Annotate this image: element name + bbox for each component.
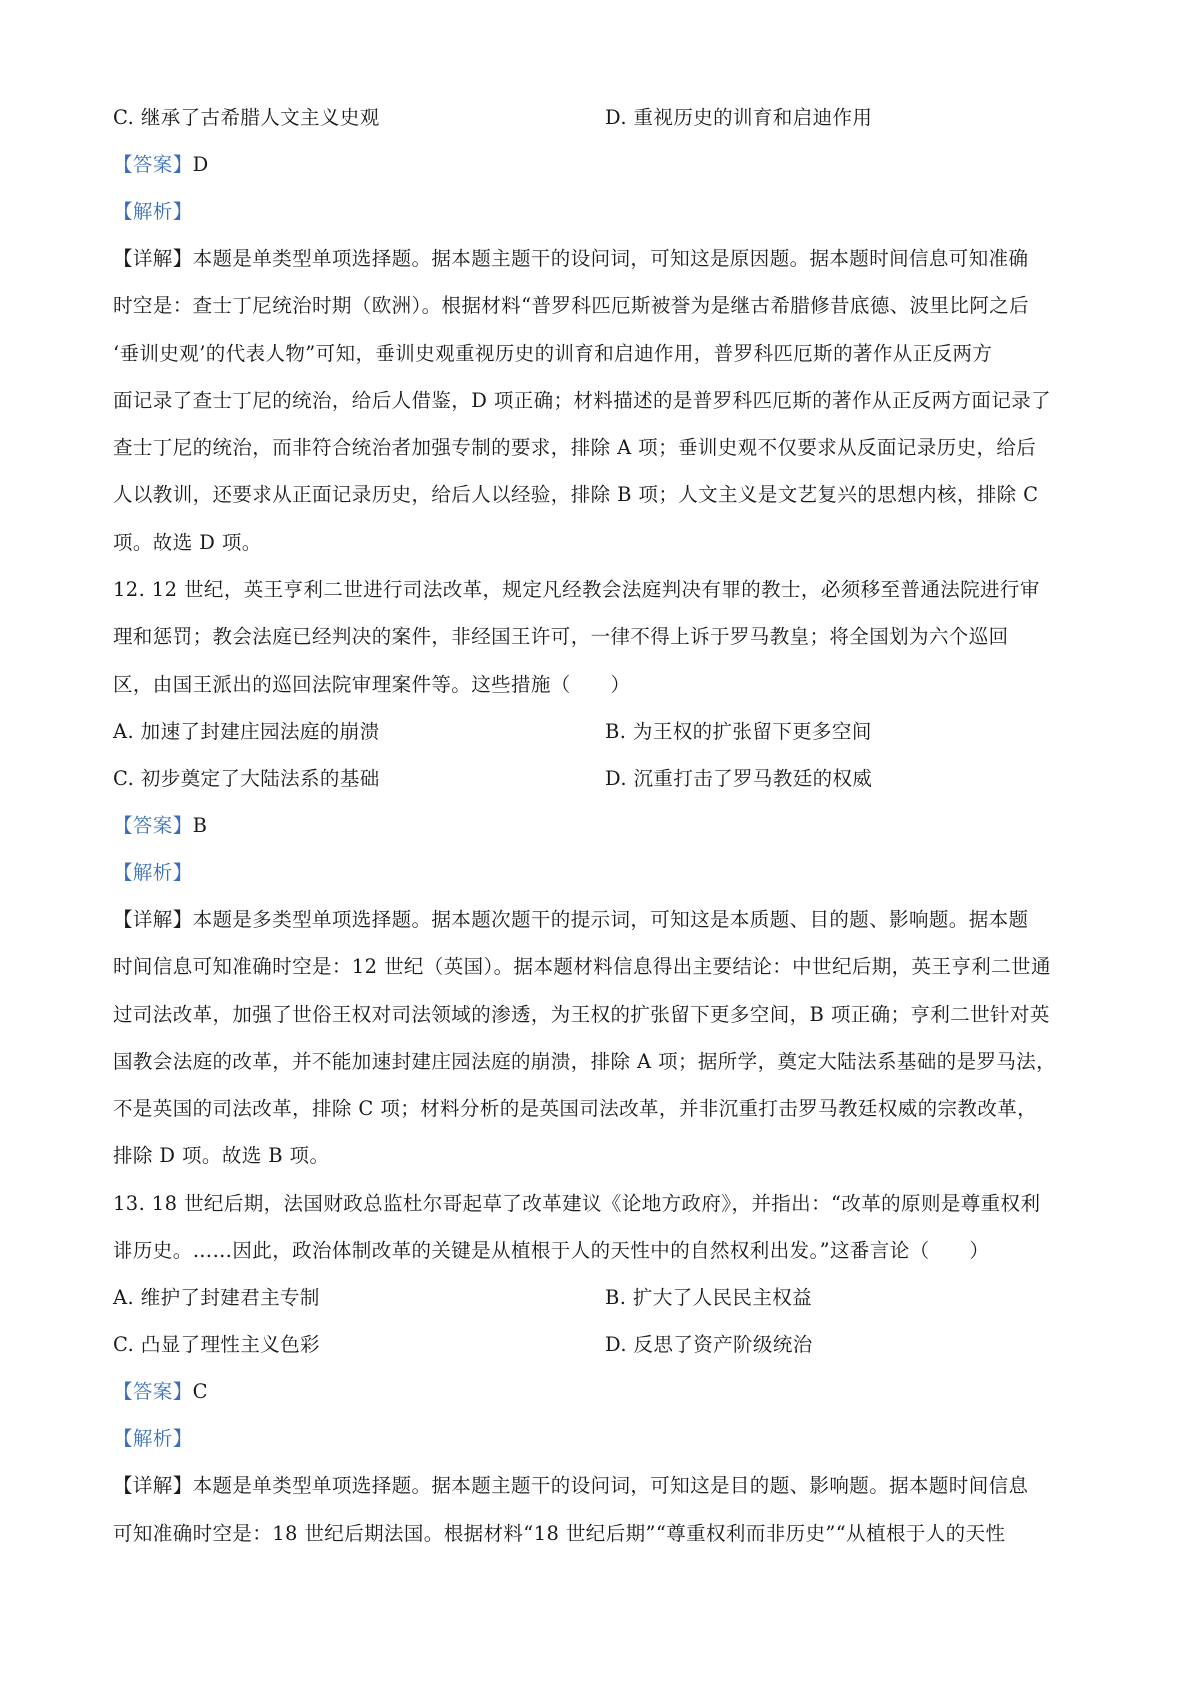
q13-option-a: A. 维护了封建君主专制 xyxy=(113,1286,320,1310)
q13-stem xyxy=(113,1180,1098,1275)
q13-answer xyxy=(113,1368,1098,1415)
q11-detail-line: ‘垂训史观’的代表人物”可知，垂训史观重视历史的训育和启迪作用，普罗科匹厄斯的著作从正反两方 xyxy=(113,341,993,365)
answer-tag: 【答案】 xyxy=(113,153,193,176)
q11-option-c: C. 继承了古希腊人文主义史观 xyxy=(113,106,380,129)
q13-detail-line: 【详解】本题是单类型单项选择题。据本题主题干的设问词，可知这是目的题、影响题。据本题时间信息 xyxy=(113,1474,1029,1498)
q11-detail xyxy=(113,235,1098,566)
q12-detail xyxy=(113,896,1098,1180)
answer-tag: 【答案】 xyxy=(113,1380,193,1404)
q12-detail-line: 过司法改革，加强了世俗王权对司法领域的渗透，为王权的扩张留下更多空间，B 项正确；亨利二世针对英 xyxy=(113,1002,1050,1026)
q12-answer xyxy=(113,802,1098,849)
q12-detail-line: 时间信息可知准确时空是：12 世纪（英国）。据本题材料信息得出主要结论：中世纪后期，英王亨利二世通 xyxy=(113,955,1051,979)
q12-option-a: A. 加速了封建庄园法庭的崩溃 xyxy=(113,719,380,743)
answer-tag: 【答案】 xyxy=(113,813,193,837)
q11-option-d: D. 重视历史的训育和启迪作用 xyxy=(605,106,873,129)
q13-option-b: B. 扩大了人民民主权益 xyxy=(605,1286,813,1310)
q11-detail-line: 【详解】本题是单类型单项选择题。据本题主题干的设问词，可知这是原因题。据本题时间信息可知准确 xyxy=(113,247,1029,270)
q11-options-row-cd xyxy=(113,94,1098,141)
q12-option-c: C. 初步奠定了大陆法系的基础 xyxy=(113,766,380,790)
q12-option-d: D. 沉重打击了罗马教廷的权威 xyxy=(605,766,873,790)
q11-detail-line: 面记录了查士丁尼的统治，给后人借鉴，D 项正确；材料描述的是普罗科匹厄斯的著作从正反两方面记录了 xyxy=(113,388,1052,412)
q11-detail-line: 查士丁尼的统治，而非符合统治者加强专制的要求，排除 A 项；垂训史观不仅要求从反面记录历史，给后 xyxy=(113,436,1037,460)
page-content xyxy=(113,94,1098,1557)
q12-detail-line: 国教会法庭的改革，并不能加速封建庄园法庭的崩溃，排除 A 项；据所学，奠定大陆法系基础的是罗马法， xyxy=(113,1049,1057,1073)
q12-options-row-cd xyxy=(113,755,1098,802)
q12-stem xyxy=(113,566,1098,708)
q12-options-row-ab xyxy=(113,708,1098,755)
q11-detail-line: 时空是：查士丁尼统治时期（欧洲）。根据材料“普罗科匹厄斯被誉为是继古希腊修昔底德、波里比阿之后 xyxy=(113,294,1030,318)
q12-option-b: B. 为王权的扩张留下更多空间 xyxy=(605,719,872,743)
q13-detail xyxy=(113,1462,1098,1557)
q13-detail-line: 可知准确时空是：18 世纪后期法国。根据材料“18 世纪后期”“尊重权利而非历史”“从植根于人的天性 xyxy=(113,1521,1006,1545)
q13-option-c: C. 凸显了理性主义色彩 xyxy=(113,1333,320,1357)
q12-detail-line: 【详解】本题是多类型单项选择题。据本题次题干的提示词，可知这是本质题、目的题、影响题。据本题 xyxy=(113,907,1029,931)
q12-stem-line: 区，由国王派出的巡回法院审理案件等。这些措施（ ） xyxy=(113,672,631,696)
q11-detail-line: 人以教训，还要求从正面记录历史，给后人以经验，排除 B 项；人文主义是文艺复兴的思想内核，排除 C xyxy=(113,483,1039,507)
q12-detail-line: 排除 D 项。故选 B 项。 xyxy=(113,1144,330,1168)
q13-option-d: D. 反思了资产阶级统治 xyxy=(605,1333,813,1357)
q13-options-row-ab xyxy=(113,1274,1098,1321)
q12-stem-line: 12. 12 世纪，英王亨利二世进行司法改革，规定凡经教会法庭判决有罪的教士，必须移至普通法院进行审 xyxy=(113,578,1040,602)
q13-stem-line: 13. 18 世纪后期，法国财政总监杜尔哥起草了改革建议《论地方政府》，并指出：“改革的原则是尊重权利 xyxy=(113,1191,1041,1215)
answer-value: B xyxy=(192,813,208,837)
q11-detail-line: 项。故选 D 项。 xyxy=(113,530,262,554)
q13-options-row-cd xyxy=(113,1321,1098,1368)
q13-stem-line: 诽历史。……因此，政治体制改革的关键是从植根于人的天性中的自然权利出发。”这番言论（ ） xyxy=(113,1239,990,1263)
q13-analysis-tag: 【解析】 xyxy=(113,1427,193,1451)
q12-stem-line: 理和惩罚；教会法庭已经判决的案件，非经国王许可，一律不得上诉于罗马教皇；将全国划为六个巡回 xyxy=(113,625,1009,649)
q12-analysis-tag: 【解析】 xyxy=(113,860,193,884)
q11-analysis-tag: 【解析】 xyxy=(113,200,193,223)
answer-value: C xyxy=(192,1380,208,1404)
q11-answer xyxy=(113,141,1098,188)
q12-detail-line: 不是英国的司法改革，排除 C 项；材料分析的是英国司法改革，并非沉重打击罗马教廷权威的宗教改革， xyxy=(113,1097,1038,1121)
answer-value: D xyxy=(192,153,209,176)
